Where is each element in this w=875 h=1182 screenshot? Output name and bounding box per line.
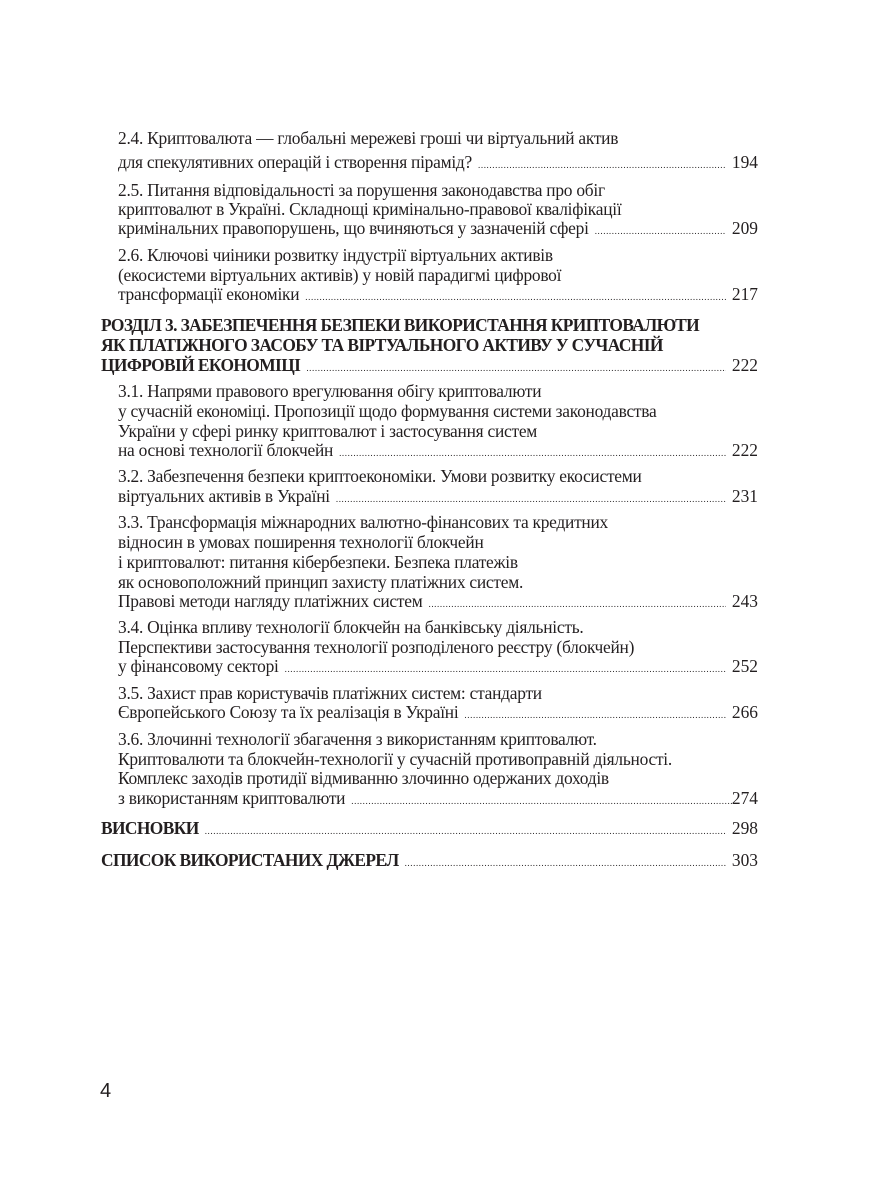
toc-entry-text: і криптовалют: питання кібербезпеки. Безпека платежів — [118, 552, 518, 572]
toc-entry-text: у фінансовому секторі — [118, 656, 279, 676]
toc-section-title: СПИСОК ВИКОРИСТАНИХ ДЖЕРЕЛ — [101, 850, 399, 870]
dot-leader — [339, 442, 726, 464]
toc-entry-text: у сучасній економіці. Пропозиції щодо формування системи законодавства — [118, 401, 657, 421]
toc-page-number: 194 — [731, 152, 758, 172]
toc-entry-text: 3.1. Напрями правового врегулювання обігу криптовалюти — [118, 381, 542, 401]
toc-entry-text: 3.3. Трансформація міжнародних валютно-фінансових та кредитних — [118, 512, 608, 532]
toc-entry-text: на основі технології блокчейн — [118, 440, 334, 460]
dot-leader — [336, 488, 726, 510]
toc-entry-text: Європейського Союзу та їх реалізація в Україні — [118, 702, 459, 722]
dot-leader — [428, 593, 725, 615]
toc-entry-text: віртуальних активів в Україні — [118, 486, 330, 506]
toc-page-number: 222 — [731, 355, 758, 375]
page-number: 4 — [100, 1080, 112, 1102]
toc-page-number: 231 — [731, 486, 758, 506]
toc-entry-text: Правові методи нагляду платіжних систем — [118, 591, 423, 611]
toc-page-number: 243 — [731, 591, 758, 611]
toc-page-number: 298 — [731, 818, 758, 838]
dot-leader — [595, 220, 726, 242]
dot-leader — [305, 286, 726, 308]
toc-entry-text: 3.2. Забезпечення безпеки криптоекономіки. Умови розвитку екосистеми — [118, 466, 642, 486]
toc-entry-text: з використанням криптовалюти — [118, 788, 346, 808]
toc-section-title: РОЗДІЛ 3. ЗАБЕЗПЕЧЕННЯ БЕЗПЕКИ ВИКОРИСТАННЯ КРИПТОВАЛЮТИ — [101, 315, 700, 335]
toc-section-title: ЦИФРОВІЙ ЕКОНОМІЦІ — [101, 355, 301, 375]
toc-section-title: ЯК ПЛАТІЖНОГО ЗАСОБУ ТА ВІРТУАЛЬНОГО АКТИВУ У СУЧАСНІЙ — [101, 335, 663, 355]
toc-page-number: 209 — [731, 218, 758, 238]
toc-page-number: 252 — [731, 656, 758, 676]
dot-leader — [351, 790, 732, 812]
toc-page-number: 217 — [731, 284, 758, 304]
toc-page-number: 266 — [731, 702, 758, 722]
dot-leader — [205, 820, 726, 842]
toc-entry-text: 3.6. Злочинні технології збагачення з використанням криптовалют. — [118, 729, 597, 749]
toc-entry-text: Комплекс заходів протидії відмиванню злочинно одержаних доходів — [118, 768, 609, 788]
toc-entry-text: відносин в умовах поширення технології блокчейн — [118, 532, 484, 552]
toc-entry-text: кримінальних правопорушень, що вчиняються у зазначеній сфері — [118, 218, 589, 238]
toc-page-number: 303 — [731, 850, 758, 870]
dot-leader — [285, 658, 726, 680]
toc-page-number: 222 — [731, 440, 758, 460]
toc-entry-text: 3.5. Захист прав користувачів платіжних систем: стандарти — [118, 683, 542, 703]
dot-leader — [464, 704, 725, 726]
toc-entry-text: 2.4. Криптовалюта — глобальні мережеві гроші чи віртуальний актив — [118, 128, 619, 148]
toc-entry-text: України у сфері ринку криптовалют і застосування систем — [118, 421, 538, 441]
dot-leader — [306, 357, 726, 379]
toc-entry-text: для спекулятивних операцій і створення пірамід? — [118, 152, 472, 172]
toc-entry-text: криптовалют в Україні. Складнощі кримінально-правової кваліфікації — [118, 199, 622, 219]
toc-entry-text: трансформації економіки — [118, 284, 300, 304]
toc-entry-text: 3.4. Оцінка впливу технології блокчейн на банківську діяльність. — [118, 617, 584, 637]
toc-entry-text: 2.5. Питання відповідальності за порушення законодавства про обіг — [118, 180, 605, 200]
toc-entry-text: 2.6. Ключові чиіники розвитку індустрії віртуальних активів — [118, 245, 553, 265]
toc-entry-text: (екосистеми віртуальних активів) у новій парадигмі цифрової — [118, 265, 562, 285]
dot-leader — [478, 154, 726, 176]
toc-entry-text: Перспективи застосування технології розподіленого реєстру (блокчейн) — [118, 637, 635, 657]
toc-entry-text: Криптовалюти та блокчейн-технології у сучасній противоправній діяльності. — [118, 749, 672, 769]
toc-section-title: ВИСНОВКИ — [101, 818, 199, 838]
toc-page-number: 274 — [731, 788, 758, 808]
dot-leader — [405, 852, 726, 874]
toc-entry-text: як основоположний принцип захисту платіжних систем. — [118, 572, 524, 592]
